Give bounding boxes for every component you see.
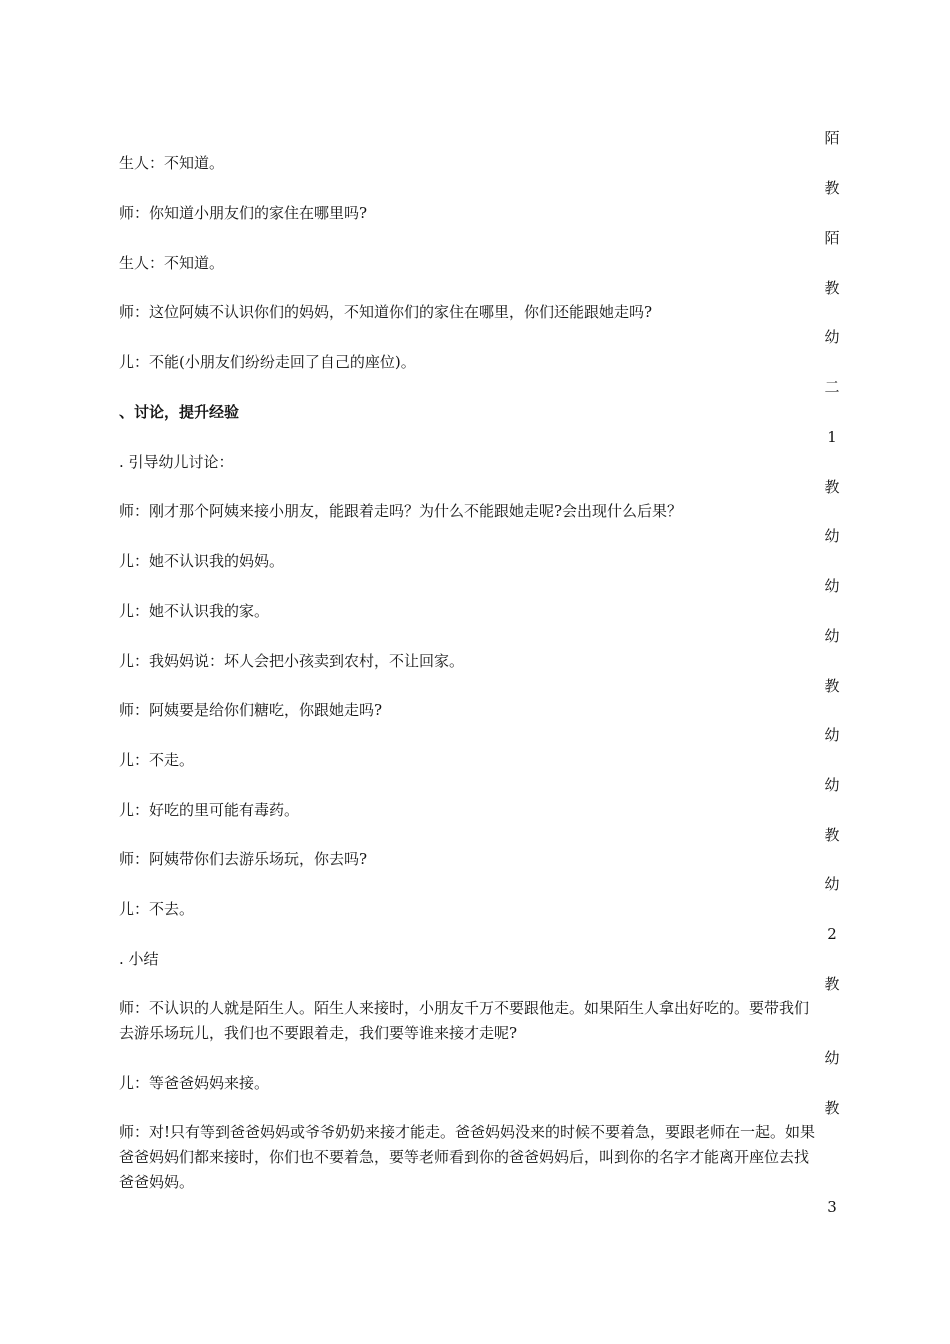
dialogue-line: 师：阿姨要是给你们糖吃，你跟她走吗? <box>119 701 383 719</box>
margin-character: 教 <box>824 975 840 993</box>
sub-heading: . 小结 <box>119 950 159 968</box>
dialogue-line: 师：这位阿姨不认识你们的妈妈，不知道你们的家住在哪里，你们还能跟她走吗? <box>119 303 653 321</box>
margin-character: 幼 <box>824 726 840 744</box>
margin-character: 3 <box>827 1198 837 1216</box>
dialogue-line: 儿：不去。 <box>119 900 195 918</box>
margin-character: 2 <box>827 925 837 943</box>
dialogue-paragraph: 师：不认识的人就是陌生人。陌生人来接时，小朋友千万不要跟他走。如果陌生人拿出好吃的。要带我们去游乐场玩儿，我们也不要跟着走，我们要等谁来接才走呢? <box>119 999 810 1042</box>
dialogue-line: 儿：不走。 <box>119 751 195 769</box>
margin-character: 幼 <box>824 627 840 645</box>
sub-heading: . 引导幼儿讨论： <box>119 453 234 471</box>
margin-character: 教 <box>824 677 840 695</box>
margin-character: 教 <box>824 279 840 297</box>
margin-character: 教 <box>824 826 840 844</box>
margin-character: 幼 <box>824 527 840 545</box>
margin-character: 教 <box>824 478 840 496</box>
dialogue-line: 师：你知道小朋友们的家住在哪里吗? <box>119 204 368 222</box>
dialogue-line: 生人：不知道。 <box>119 154 225 172</box>
margin-character: 教 <box>824 1099 840 1117</box>
dialogue-line: 师：刚才那个阿姨来接小朋友，能跟着走吗？为什么不能跟她走呢?会出现什么后果？ <box>119 502 683 520</box>
margin-character: 1 <box>827 428 837 446</box>
dialogue-line: 儿：好吃的里可能有毒药。 <box>119 801 300 819</box>
dialogue-line: 师：阿姨带你们去游乐场玩，你去吗? <box>119 850 368 868</box>
margin-character: 陌 <box>824 229 840 247</box>
dialogue-paragraph: 师：对!只有等到爸爸妈妈或爷爷奶奶来接才能走。爸爸妈妈没来的时候不要着急，要跟老师在一起。如果爸爸妈妈们都来接时，你们也不要着急，要等老师看到你的爸爸妈妈后，叫到你的名字才能离开座位去找爸爸妈妈。 <box>119 1123 816 1191</box>
dialogue-line: 生人：不知道。 <box>119 254 225 272</box>
margin-character: 幼 <box>824 577 840 595</box>
dialogue-line: 儿：她不认识我的妈妈。 <box>119 552 285 570</box>
margin-character: 二 <box>824 378 840 396</box>
dialogue-line: 儿：她不认识我的家。 <box>119 602 270 620</box>
margin-character: 陌 <box>824 129 840 147</box>
dialogue-line: 儿：我妈妈说：坏人会把小孩卖到农村，不让回家。 <box>119 652 465 670</box>
margin-character: 幼 <box>824 776 840 794</box>
dialogue-line: 儿：不能(小朋友们纷纷走回了自己的座位)。 <box>119 353 416 371</box>
margin-character: 教 <box>824 179 840 197</box>
margin-character: 幼 <box>824 875 840 893</box>
dialogue-line: 儿：等爸爸妈妈来接。 <box>119 1074 270 1092</box>
section-heading: 、讨论，提升经验 <box>119 403 240 421</box>
margin-character: 幼 <box>824 1049 840 1067</box>
margin-character: 幼 <box>824 328 840 346</box>
